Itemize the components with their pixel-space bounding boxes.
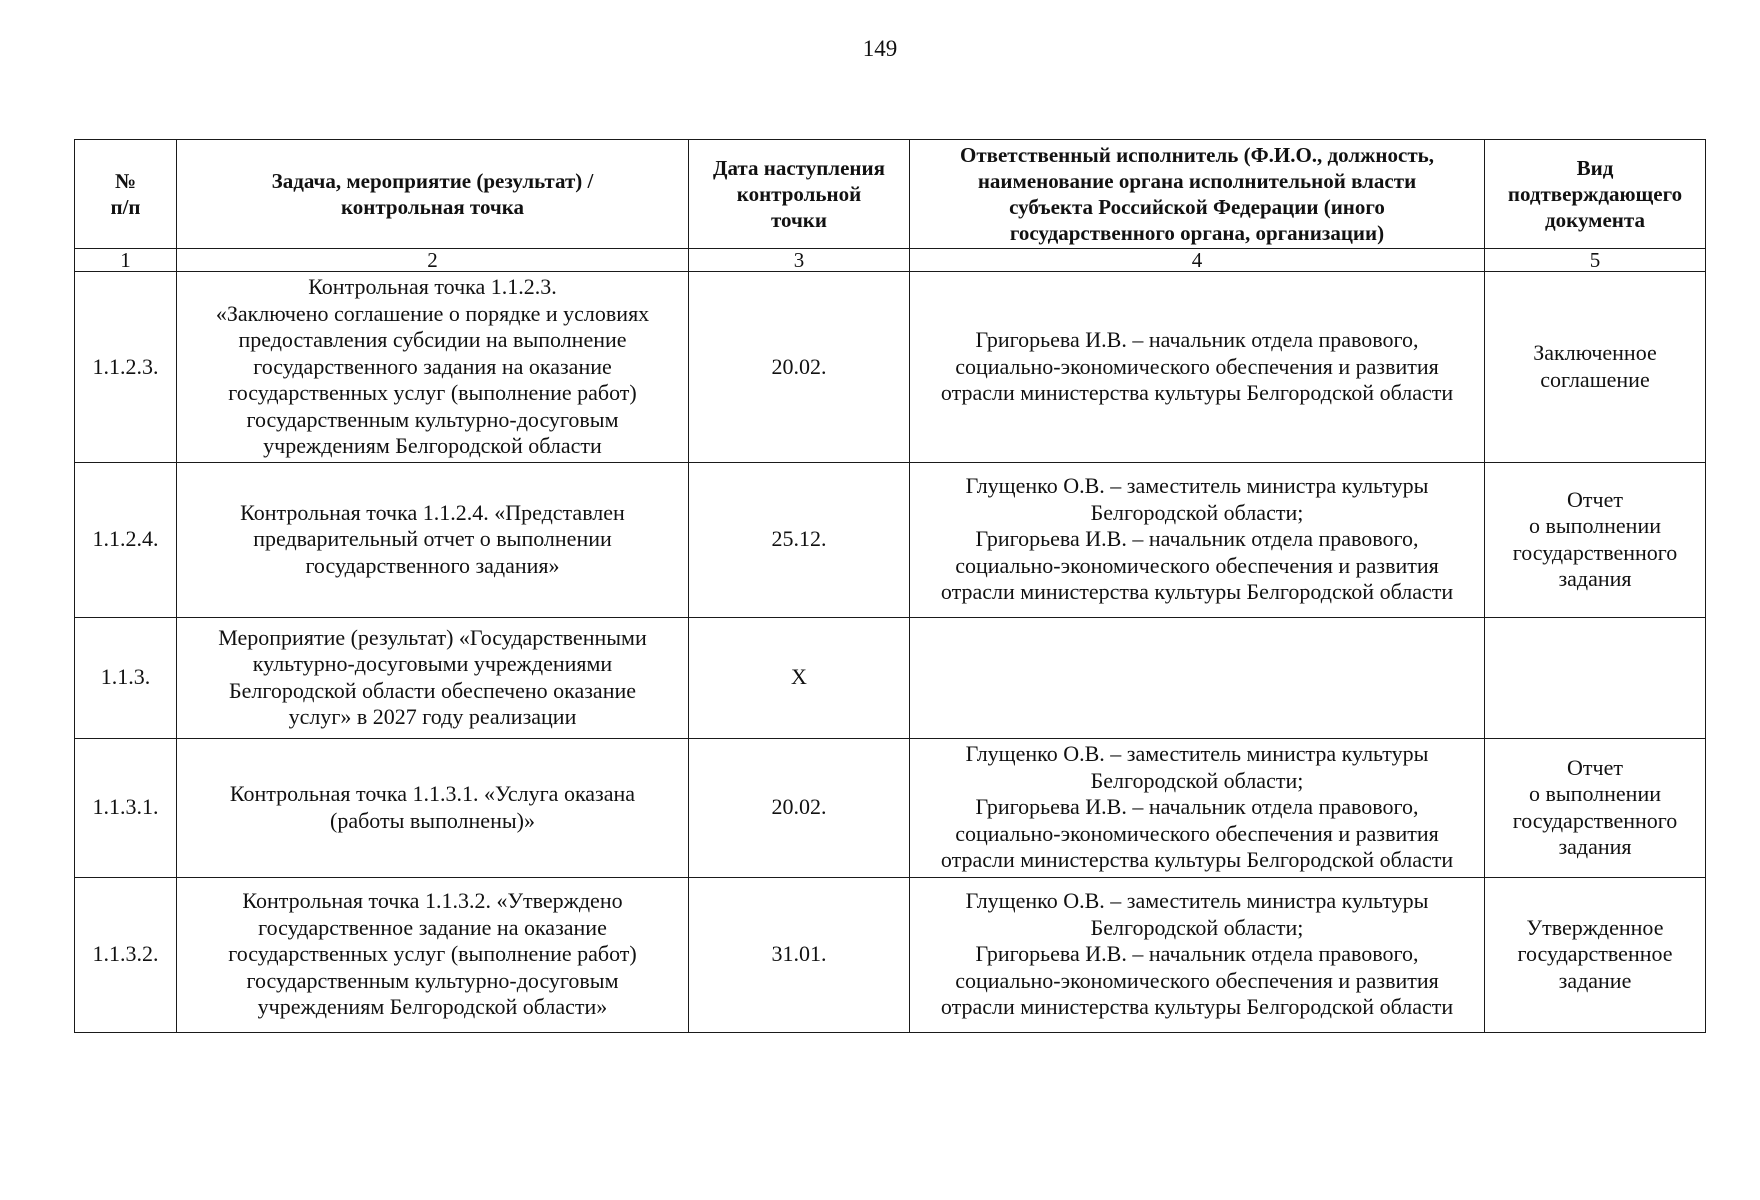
text-line: Контрольная точка 1.1.3.2. «Утверждено <box>242 888 623 914</box>
table-row <box>75 462 1706 617</box>
text-line: отрасли министерства культуры Белгородской области <box>940 380 1454 405</box>
responsible-cell <box>910 462 1485 617</box>
date-cell: 20.02. <box>689 272 910 463</box>
text-line: государственного органа, организации) <box>1009 221 1385 245</box>
header-responsible <box>910 140 1485 249</box>
task-cell <box>177 738 689 877</box>
text-line: Белгородской области обеспечено оказание <box>228 677 637 703</box>
text-line: социально-экономического обеспечения и развития <box>955 353 1439 379</box>
document-cell <box>1485 738 1706 877</box>
table-row <box>75 877 1706 1032</box>
text-line: учреждениям Белгородской области <box>263 433 602 458</box>
text-line: Контрольная точка 1.1.2.3. <box>308 274 557 299</box>
document-cell <box>1485 272 1706 463</box>
column-number: 3 <box>689 249 910 272</box>
responsible-cell <box>910 617 1485 738</box>
text-line: Григорьева И.В. – начальник отдела правового, <box>975 941 1419 967</box>
table-header-row <box>75 140 1706 249</box>
text-line: (работы выполнены)» <box>330 807 535 833</box>
text-line: Григорьева И.В. – начальник отдела правового, <box>975 327 1419 352</box>
text-line: Глущенко О.В. – заместитель министра культуры <box>965 473 1429 499</box>
text-line: Мероприятие (результат) «Государственными <box>218 624 647 650</box>
text-line: отрасли министерства культуры Белгородской области <box>940 994 1454 1020</box>
column-number-row <box>75 249 1706 272</box>
text-line: Ответственный исполнитель (Ф.И.О., должность, <box>959 143 1435 167</box>
text-line: предварительный отчет о выполнении <box>253 526 612 552</box>
text-line: государственным культурно-досуговым <box>246 967 619 993</box>
row-number: 1.1.3. <box>75 617 177 738</box>
text-line: о выполнении <box>1529 513 1661 538</box>
task-cell <box>177 877 689 1032</box>
document-cell <box>1485 877 1706 1032</box>
header-num <box>75 140 177 249</box>
date-cell: Х <box>689 617 910 738</box>
column-number: 4 <box>910 249 1485 272</box>
text-line: Белгородской области; <box>1090 767 1304 793</box>
text-line: государственных услуг (выполнение работ) <box>228 380 637 405</box>
text-line: отрасли министерства культуры Белгородской области <box>940 579 1454 605</box>
text-line: услуг» в 2027 году реализации <box>288 704 577 729</box>
header-task <box>177 140 689 249</box>
header-document <box>1485 140 1706 249</box>
date-cell: 25.12. <box>689 462 910 617</box>
task-cell <box>177 462 689 617</box>
text-line: Контрольная точка 1.1.3.1. «Услуга оказана <box>229 781 636 806</box>
text-line: Глущенко О.В. – заместитель министра культуры <box>965 741 1429 767</box>
text-line: культурно-досуговыми учреждениями <box>252 651 613 676</box>
text-line: № <box>114 169 137 193</box>
text-line: государственного <box>1512 807 1678 833</box>
responsible-cell <box>910 272 1485 463</box>
date-cell: 20.02. <box>689 738 910 877</box>
responsible-cell <box>910 877 1485 1032</box>
text-line: подтверждающего <box>1507 182 1683 206</box>
task-cell <box>177 272 689 463</box>
text-line: субъекта Российской Федерации (иного <box>1009 195 1385 219</box>
text-line: Вид <box>1576 156 1614 180</box>
row-number: 1.1.3.1. <box>75 738 177 877</box>
text-line: «Заключено соглашение о порядке и условиях <box>215 300 650 326</box>
text-line: государственного <box>1512 539 1678 565</box>
text-line: контрольная точка <box>340 195 525 219</box>
column-number: 5 <box>1485 249 1706 272</box>
row-number: 1.1.2.3. <box>75 272 177 463</box>
table-row <box>75 617 1706 738</box>
row-number: 1.1.3.2. <box>75 877 177 1032</box>
header-date <box>689 140 910 249</box>
date-cell: 31.01. <box>689 877 910 1032</box>
text-line: Заключенное <box>1533 340 1657 366</box>
row-number: 1.1.2.4. <box>75 462 177 617</box>
text-line: социально-экономического обеспечения и развития <box>955 967 1439 993</box>
table-row <box>75 738 1706 877</box>
text-line: Дата наступления <box>713 156 885 180</box>
text-line: Григорьева И.В. – начальник отдела правового, <box>975 794 1419 820</box>
text-line: предоставления субсидии на выполнение <box>238 327 627 352</box>
text-line: государственное <box>1517 941 1673 967</box>
text-line: задания <box>1558 834 1632 859</box>
text-line: государственного задания» <box>305 552 560 578</box>
text-line: государственных услуг (выполнение работ) <box>228 941 637 967</box>
document-cell <box>1485 462 1706 617</box>
text-line: Отчет <box>1567 486 1623 512</box>
task-cell <box>177 617 689 738</box>
responsible-cell <box>910 738 1485 877</box>
text-line: Белгородской области; <box>1090 499 1304 525</box>
text-line: государственным культурно-досуговым <box>246 406 619 432</box>
text-line: соглашение <box>1540 366 1650 392</box>
text-line: Контрольная точка 1.1.2.4. «Представлен <box>240 499 625 525</box>
text-line: документа <box>1545 208 1645 232</box>
text-line: Григорьева И.В. – начальник отдела правового, <box>975 526 1419 552</box>
text-line: Белгородской области; <box>1090 914 1304 940</box>
text-line: точки <box>770 208 828 232</box>
text-line: социально-экономического обеспечения и развития <box>955 820 1439 846</box>
document-cell <box>1485 617 1706 738</box>
text-line: Утвержденное <box>1526 914 1664 940</box>
text-line: учреждениям Белгородской области» <box>257 994 608 1020</box>
column-number: 1 <box>75 249 177 272</box>
text-line: социально-экономического обеспечения и развития <box>955 552 1439 578</box>
column-number: 2 <box>177 249 689 272</box>
text-line: наименование органа исполнительной власти <box>977 169 1417 193</box>
text-line: Задача, мероприятие (результат) / <box>271 169 594 193</box>
text-line: отрасли министерства культуры Белгородской области <box>940 847 1454 873</box>
text-line: Отчет <box>1567 754 1623 780</box>
page-number: 149 <box>862 36 898 61</box>
text-line: п/п <box>110 195 141 219</box>
text-line: контрольной <box>736 182 862 206</box>
text-line: о выполнении <box>1529 781 1661 806</box>
table-row <box>75 272 1706 463</box>
text-line: государственного задания на оказание <box>253 353 612 379</box>
text-line: государственное задание на оказание <box>258 914 607 940</box>
control-points-table <box>74 139 1706 1033</box>
text-line: задания <box>1558 566 1632 591</box>
text-line: задание <box>1558 967 1632 993</box>
text-line: Глущенко О.В. – заместитель министра культуры <box>965 888 1429 914</box>
